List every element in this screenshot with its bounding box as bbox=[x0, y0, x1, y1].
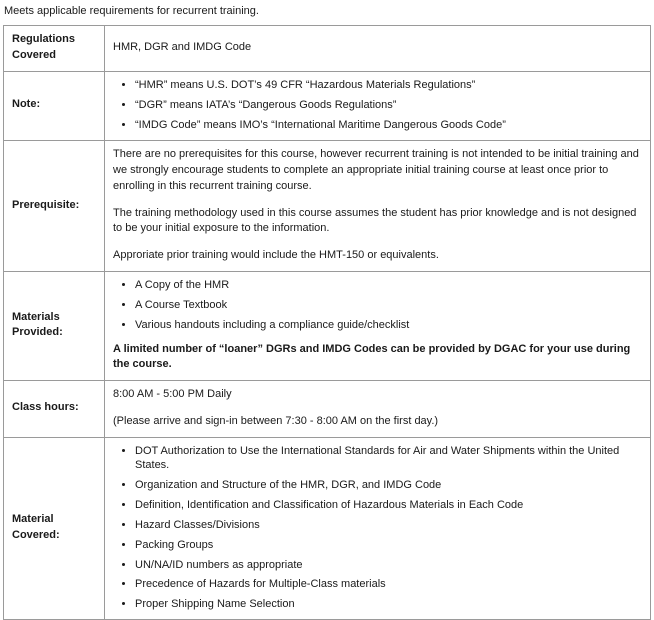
prerequisite-paragraph-1: There are no prerequisites for this course, however recurrent training is not intended to be initial training and we strongly encourage students to complete an appropriate initial training course at least once prior to enrolling in this recurrent training course. bbox=[113, 147, 639, 192]
list-item: • “HMR” means U.S. DOT’s 49 CFR “Hazardous Materials Regulations” bbox=[135, 78, 642, 93]
list-item: • Organization and Structure of the HMR, DGR, and IMDG Code bbox=[135, 478, 642, 493]
materials-provided-list bbox=[113, 278, 642, 333]
list-item: • Precedence of Hazards for Multiple-Class materials bbox=[135, 577, 642, 592]
list-item: • Hazard Classes/Divisions bbox=[135, 518, 642, 533]
row-label-regulations-covered: Regulations Covered bbox=[4, 26, 105, 72]
list-item: • Packing Groups bbox=[135, 538, 642, 553]
row-value-note bbox=[105, 72, 651, 141]
regulations-covered-text: HMR, DGR and IMDG Code bbox=[113, 41, 252, 54]
row-value-materials-provided bbox=[105, 272, 651, 380]
prerequisite-paragraph-3: Approriate prior training would include the HMT-150 or equivalents. bbox=[113, 249, 439, 262]
list-item: • “DGR” means IATA’s “Dangerous Goods Regulations” bbox=[135, 98, 642, 113]
material-covered-list bbox=[113, 444, 642, 613]
row-label-materials-provided: Materials Provided: bbox=[4, 272, 105, 380]
table-row bbox=[4, 72, 651, 141]
table-row bbox=[4, 380, 651, 437]
course-details-table bbox=[3, 25, 651, 620]
list-item: • “IMDG Code” means IMO’s “International Maritime Dangerous Goods Code” bbox=[135, 118, 642, 133]
list-item: • A Copy of the HMR bbox=[135, 278, 642, 293]
table-row bbox=[4, 437, 651, 620]
list-item: • DOT Authorization to Use the International Standards for Air and Water Shipments within the United States. bbox=[135, 444, 642, 474]
list-item: • Proper Shipping Name Selection bbox=[135, 597, 642, 612]
list-item: • A Course Textbook bbox=[135, 298, 642, 313]
row-value-regulations-covered bbox=[105, 26, 651, 72]
note-list bbox=[113, 78, 642, 133]
list-item: • Various handouts including a compliance guide/checklist bbox=[135, 318, 642, 333]
row-label-note: Note: bbox=[4, 72, 105, 141]
row-value-prerequisite bbox=[105, 140, 651, 272]
row-label-prerequisite: Prerequisite: bbox=[4, 140, 105, 272]
materials-provided-note: A limited number of “loaner” DGRs and IMDG Codes can be provided by DGAC for your use during the course. bbox=[113, 342, 631, 371]
row-value-class-hours bbox=[105, 380, 651, 437]
list-item: • UN/NA/ID numbers as appropriate bbox=[135, 558, 642, 573]
intro-text: Meets applicable requirements for recurrent training. bbox=[4, 5, 259, 17]
prerequisite-paragraph-2: The training methodology used in this course assumes the student has prior knowledge and is not designed to be your initial exposure to the information. bbox=[113, 206, 637, 235]
list-item: • Definition, Identification and Classification of Hazardous Materials in Each Code bbox=[135, 498, 642, 513]
class-hours-primary: 8:00 AM - 5:00 PM Daily bbox=[113, 387, 232, 400]
table-row bbox=[4, 272, 651, 380]
row-value-material-covered bbox=[105, 437, 651, 620]
class-hours-arrival-note: (Please arrive and sign-in between 7:30 - 8:00 AM on the first day.) bbox=[113, 414, 439, 427]
row-label-class-hours: Class hours: bbox=[4, 380, 105, 437]
row-label-material-covered: Material Covered: bbox=[4, 437, 105, 620]
table-row bbox=[4, 140, 651, 272]
table-row bbox=[4, 26, 651, 72]
